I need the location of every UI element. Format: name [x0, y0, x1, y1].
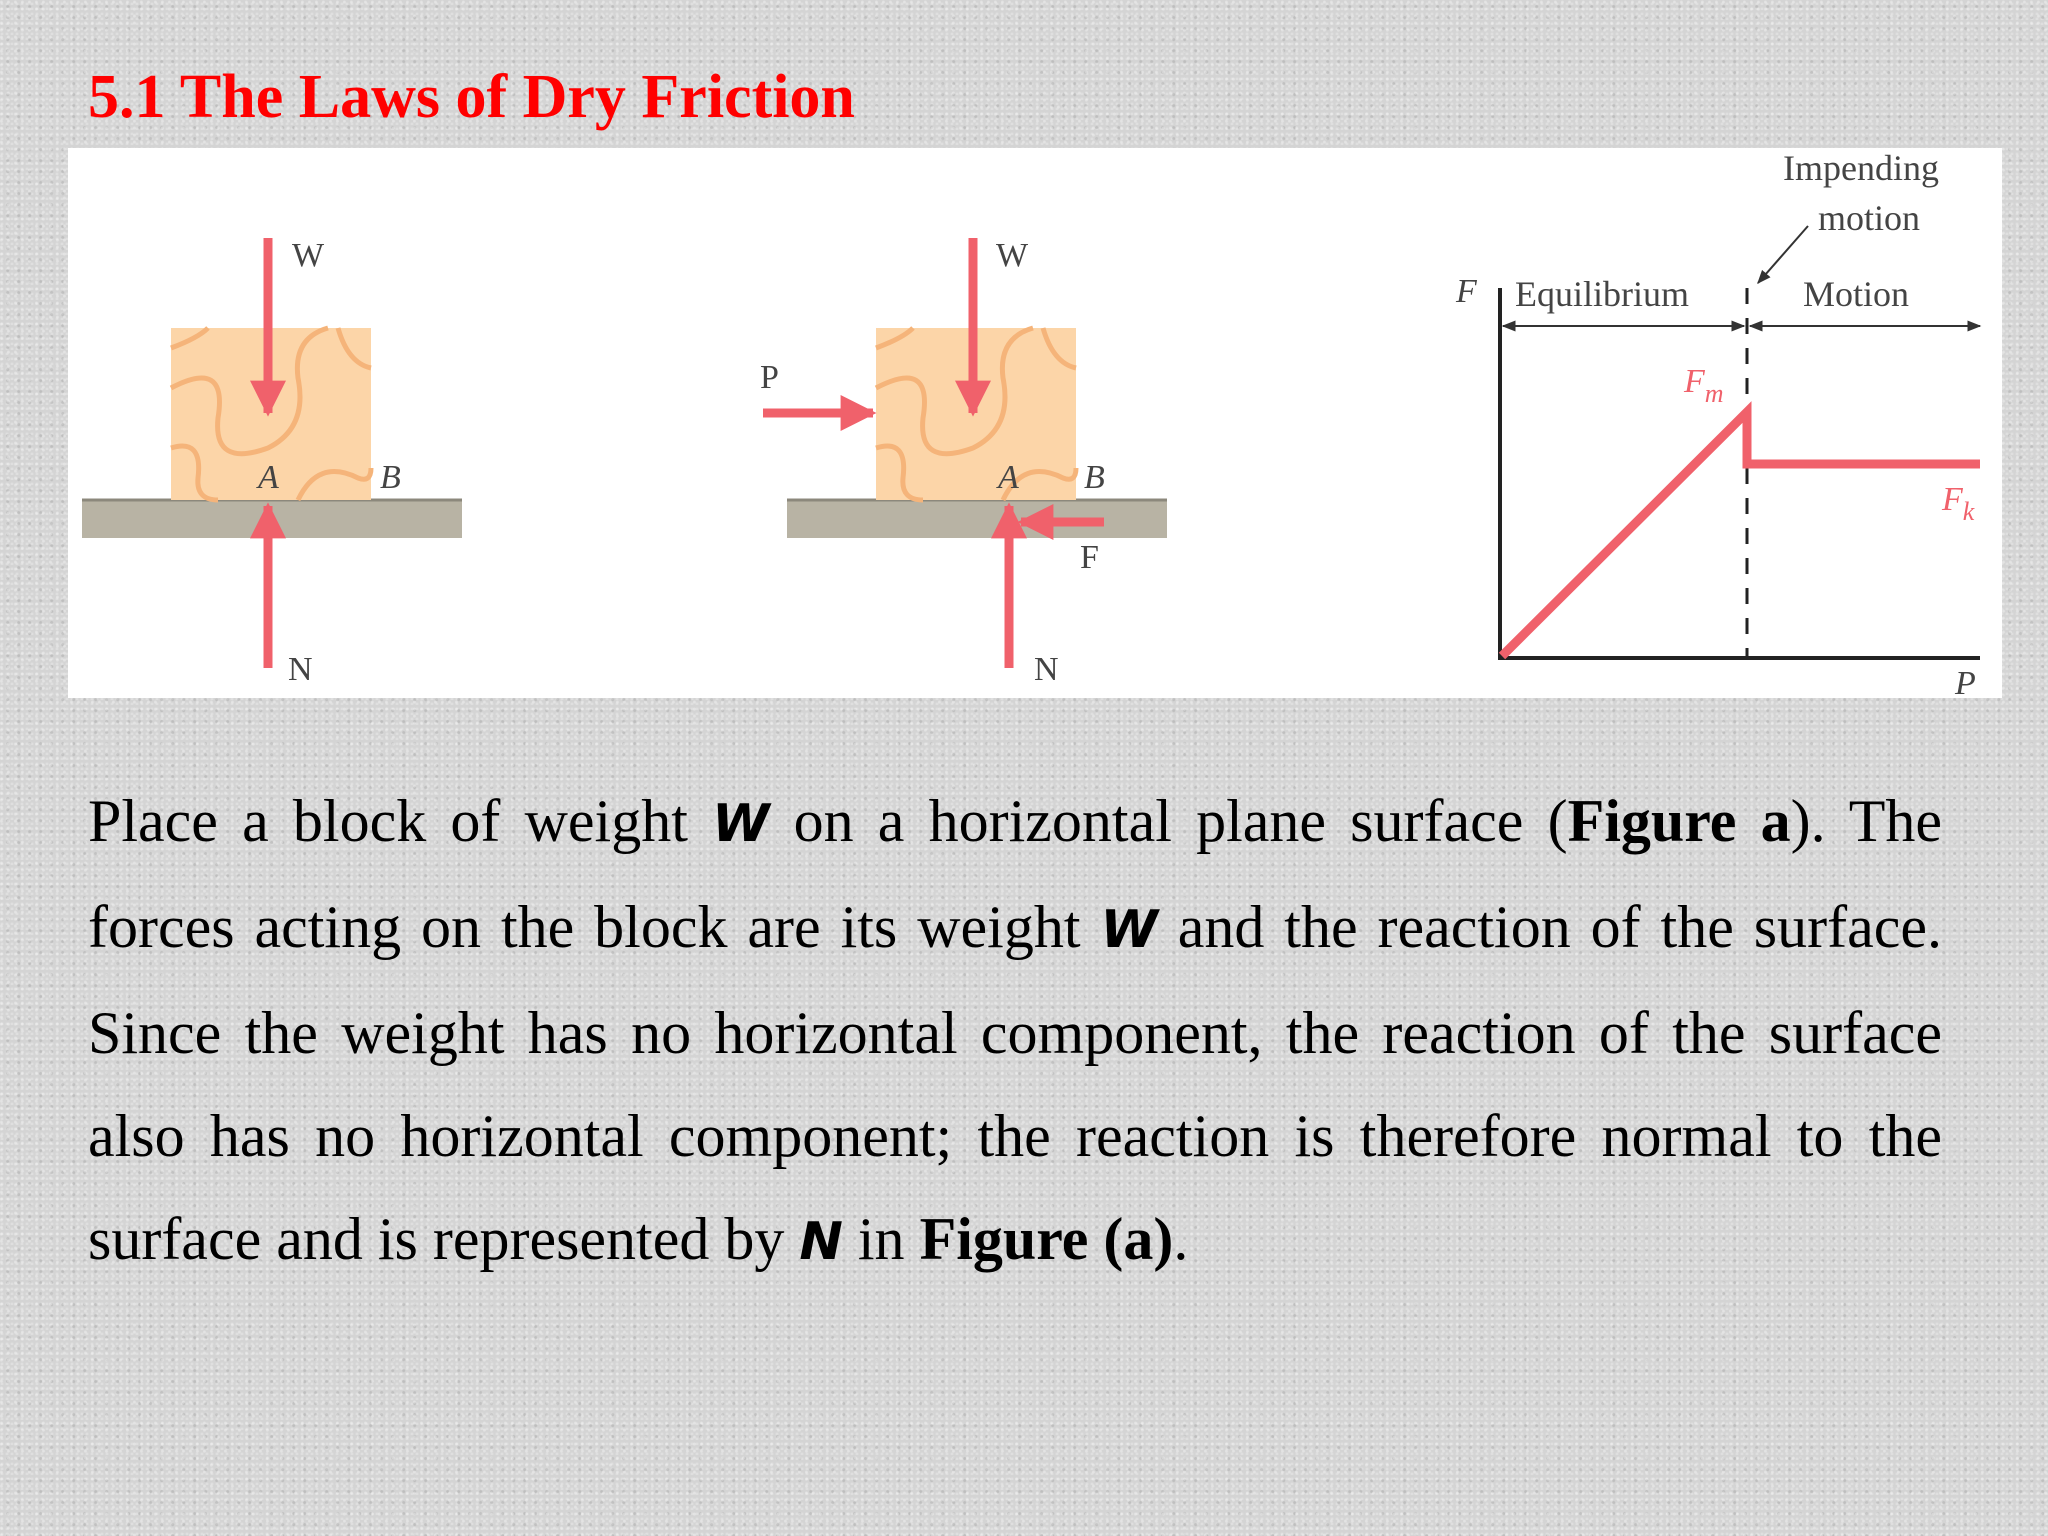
- body-text-3: ). The forces acting on the block are its weight: [88, 788, 1942, 960]
- ground-b: [787, 500, 1167, 538]
- body-text-1: Place a block of weight: [88, 788, 713, 854]
- figure-a: [82, 237, 462, 688]
- label-impending: Impending: [1783, 148, 1939, 188]
- label-Fm: $F_m$: [1684, 363, 1724, 408]
- label-N-b: N: [1034, 651, 1059, 688]
- label-F-axis: F: [1456, 273, 1477, 310]
- impending-pointer: [1758, 226, 1808, 283]
- label-motion: Motion: [1803, 274, 1910, 314]
- symbol-W: W: [712, 794, 770, 854]
- body-text-5: in: [842, 1206, 920, 1272]
- label-B-a: B: [380, 459, 401, 496]
- symbol-W: W: [1100, 900, 1158, 960]
- symbol-N: N: [799, 1212, 843, 1272]
- friction-diagram-svg: [68, 148, 2002, 698]
- label-B-b: B: [1084, 459, 1105, 496]
- figure-b: [760, 237, 1167, 688]
- label-A-a: A: [258, 459, 279, 496]
- label-A-b: A: [998, 459, 1019, 496]
- label-P-axis: P: [1955, 665, 1976, 698]
- friction-graph: [1455, 148, 1980, 698]
- body-text-2: on a horizontal plane surface (: [769, 788, 1568, 854]
- body-text-4: and the reaction of the surface. Since the weight has no horizontal component, the reaction of the surface also has no horizontal component; the reaction is therefore normal to the surface and is represented by: [88, 894, 1942, 1272]
- label-equilibrium: Equilibrium: [1515, 274, 1689, 314]
- label-W-b: W: [996, 237, 1029, 274]
- label-P: P: [760, 359, 779, 396]
- label-N-a: N: [288, 651, 313, 688]
- label-impending-motion: motion: [1818, 198, 1921, 238]
- slide-title: 5.1 The Laws of Dry Friction: [88, 63, 855, 131]
- friction-curve: [1502, 412, 1980, 656]
- body-paragraph: [88, 770, 1942, 1294]
- friction-figure: [68, 148, 2002, 698]
- label-W-a: W: [292, 237, 325, 274]
- label-Fk: $F_k$: [1942, 481, 1975, 526]
- figure-a-reference: Figure a: [1567, 788, 1791, 854]
- figure-a-reference: Figure (a): [919, 1206, 1174, 1272]
- body-text-6: .: [1173, 1206, 1189, 1272]
- label-F: F: [1080, 539, 1099, 576]
